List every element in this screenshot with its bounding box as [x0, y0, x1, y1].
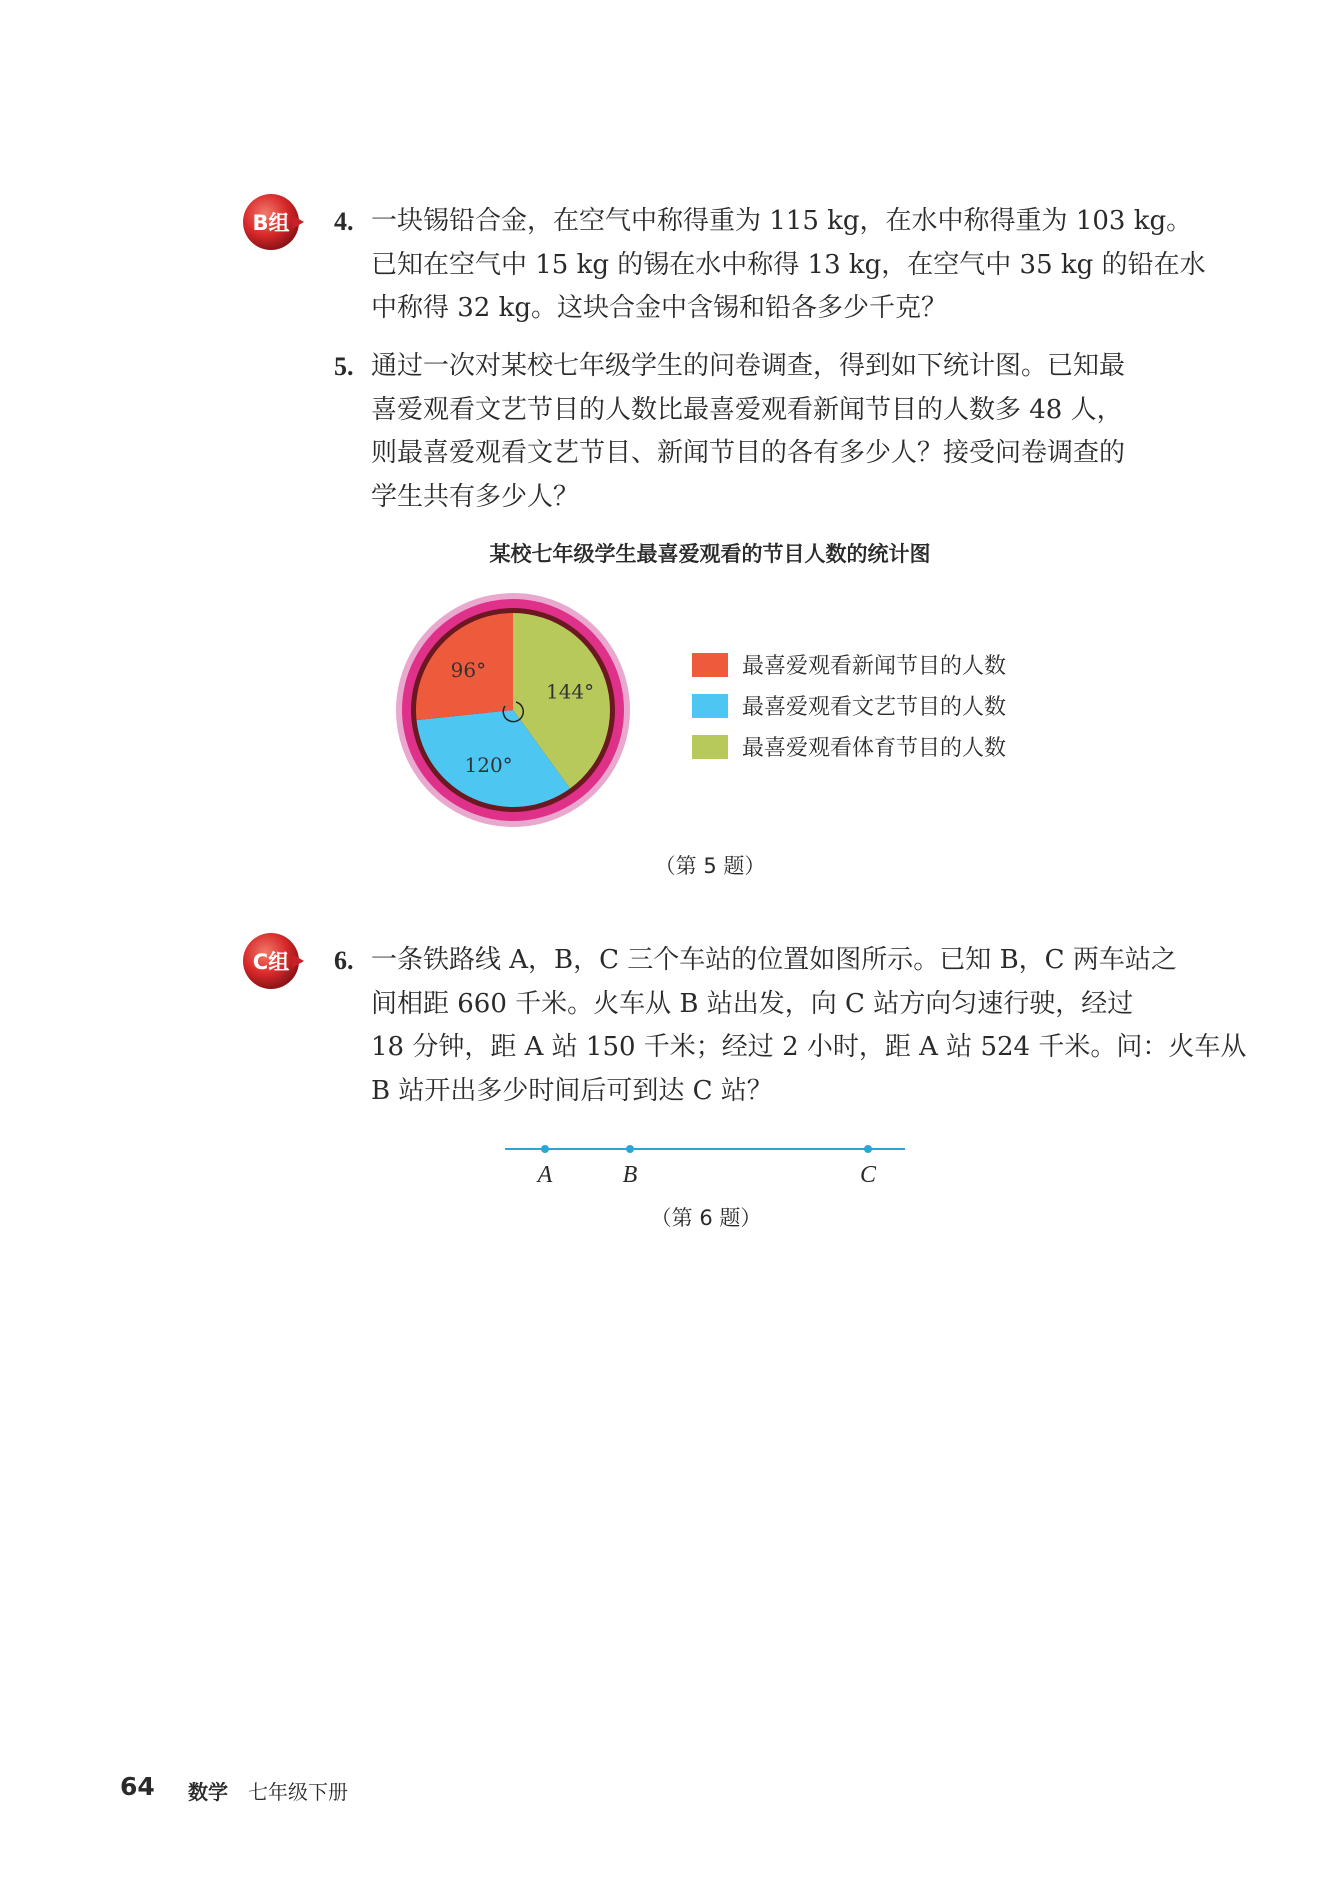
question-5-line: 喜爱观看文艺节目的人数比最喜爱观看新闻节目的人数多 48 人，: [371, 394, 1123, 425]
question-4-text: [371, 200, 1206, 331]
legend-label: 最喜爱观看文艺节目的人数: [742, 695, 1007, 720]
group-b-badge-icon: [242, 191, 304, 253]
station-a-label: A: [537, 1162, 553, 1188]
question-4-line: 中称得 32 kg。这块合金中含锡和铅各多少千克？: [371, 293, 948, 323]
legend-item: [692, 644, 1006, 685]
station-c-label: C: [859, 1162, 877, 1188]
question-6-line: 一条铁路线 A，B，C 三个车站的位置如图所示。已知 B，C 两车站之: [371, 945, 1177, 975]
legend-swatch-arts: [692, 694, 728, 718]
question-4-line: 已知在空气中 15 kg 的锡在水中称得 13 kg，在空气中 35 kg 的铅在水: [371, 249, 1206, 280]
station-c-point: [864, 1145, 872, 1153]
question-6-line: 18 分钟，距 A 站 150 千米；经过 2 小时，距 A 站 524 千米。问：火车从: [371, 1032, 1247, 1062]
station-a-point: [541, 1145, 549, 1153]
question-6-number: 6.: [334, 946, 354, 975]
question-5-text: [371, 345, 1161, 519]
group-c-badge-label: C组: [252, 950, 290, 974]
question-4-line: 一块锡铅合金，在空气中称得重为 115 kg，在水中称得重为 103 kg。: [371, 206, 1193, 236]
legend-label: 最喜爱观看体育节目的人数: [742, 736, 1007, 761]
pie-label-news: 96°: [450, 657, 487, 682]
pie-label-arts: 120°: [464, 752, 513, 777]
legend-item: [692, 726, 1006, 767]
question-4-number: 4.: [334, 207, 354, 236]
pie-chart: [395, 592, 631, 828]
footer-subject: 数学: [188, 1780, 228, 1804]
group-c-badge-icon: [242, 930, 304, 992]
question-6-line: 间相距 660 千米。火车从 B 站出发，向 C 站方向匀速行驶，经过: [371, 988, 1134, 1019]
footer-grade: 七年级下册: [248, 1780, 348, 1804]
group-b-badge-label: B组: [252, 211, 290, 235]
page-number: 64: [120, 1772, 155, 1801]
figure-6-caption: （第 6 题）: [650, 1206, 762, 1230]
pie-label-sports: 144°: [545, 679, 595, 704]
legend-swatch-news: [692, 653, 728, 677]
question-6-line: B 站开出多少时间后可到达 C 站？: [371, 1075, 773, 1106]
station-b-point: [626, 1145, 634, 1153]
railway-diagram: [500, 1134, 920, 1194]
legend-swatch-sports: [692, 735, 728, 759]
legend-label: 最喜爱观看新闻节目的人数: [742, 654, 1007, 679]
figure-5-caption: （第 5 题）: [654, 854, 766, 878]
chart-legend: [692, 644, 1006, 767]
question-6-text: [371, 939, 1247, 1113]
question-5-line: 则最喜爱观看文艺节目、新闻节目的各有多少人？接受问卷调查的: [371, 438, 1126, 468]
station-b-label: B: [622, 1162, 638, 1188]
question-5-line: 通过一次对某校七年级学生的问卷调查，得到如下统计图。已知最: [371, 351, 1126, 381]
legend-item: [692, 685, 1006, 726]
question-5-line: 学生共有多少人？: [371, 481, 580, 512]
question-5-number: 5.: [334, 352, 354, 381]
chart-title: 某校七年级学生最喜爱观看的节目人数的统计图: [489, 542, 931, 566]
